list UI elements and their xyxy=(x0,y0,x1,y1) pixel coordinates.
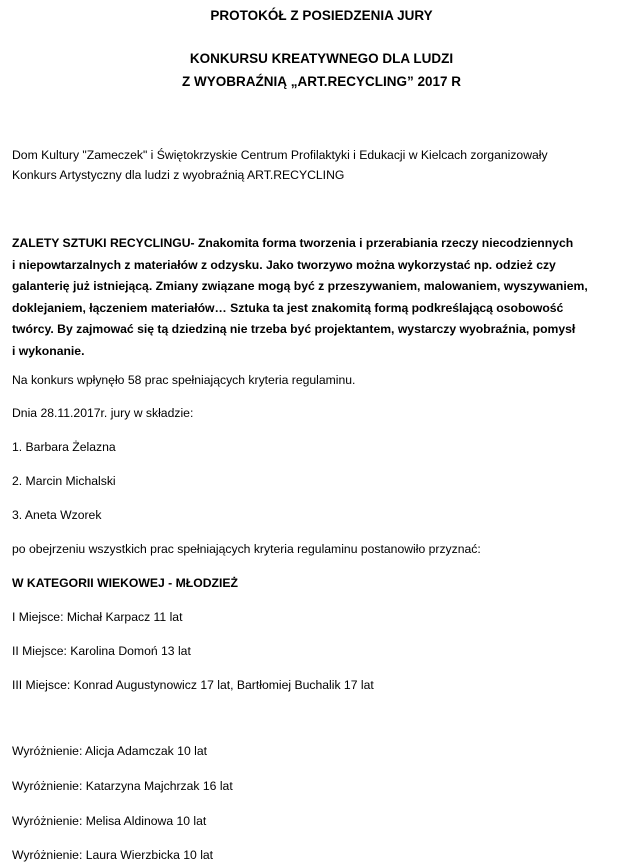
place-award: II Miejsce: Karolina Domoń 13 lat xyxy=(12,644,191,658)
intro-line-2: Konkurs Artystyczny dla ludzi z wyobraźnią ART.RECYCLING xyxy=(12,168,345,182)
place-award: I Miejsce: Michał Karpacz 11 lat xyxy=(12,610,183,624)
document-title: PROTOKÓŁ Z POSIEDZENIA JURY xyxy=(210,8,433,23)
distinction-award: Wyróżnienie: Katarzyna Majchrzak 16 lat xyxy=(12,779,233,793)
jury-member: 2. Marcin Michalski xyxy=(12,474,116,488)
distinction-award: Wyróżnienie: Melisa Aldinowa 10 lat xyxy=(12,814,207,828)
benefits-line: ZALETY SZTUKI RECYCLINGU- Znakomita forma tworzenia i przerabiania rzeczy niecodziennych xyxy=(12,236,574,250)
jury-member: 3. Aneta Wzorek xyxy=(12,508,102,522)
jury-member: 1. Barbara Żelazna xyxy=(12,440,116,454)
contest-title-line1: KONKURSU KREATYWNEGO DLA LUDZI xyxy=(189,51,454,66)
jury-decision: po obejrzeniu wszystkich prac spełniających kryteria regulaminu postanowiło przyznać: xyxy=(12,542,481,556)
benefits-line: i wykonanie. xyxy=(12,343,85,358)
contest-title-line2: Z WYOBRAŹNIĄ „ART.RECYCLING” 2017 R xyxy=(181,74,462,89)
benefits-line: i niepowtarzalnych z materiałów z odzysku. Jako tworzywo można wykorzystać np. odzież czy xyxy=(12,257,556,272)
place-award: III Miejsce: Konrad Augustynowicz 17 lat, Bartłomiej Buchalik 17 lat xyxy=(12,678,374,692)
category-heading: W KATEGORII WIEKOWEJ - MŁODZIEŻ xyxy=(12,576,238,590)
recycling-benefits-paragraph xyxy=(12,233,637,362)
jury-intro: Dnia 28.11.2017r. jury w składzie: xyxy=(12,406,194,420)
distinction-award: Wyróżnienie: Laura Wierzbicka 10 lat xyxy=(12,848,214,862)
intro-line-1: Dom Kultury "Zameczek" i Świętokrzyskie Centrum Profilaktyki i Edukacji w Kielcach zorganizowały xyxy=(12,148,548,162)
benefits-line: doklejaniem, łączeniem materiałów… Sztuka ta jest znakomitą formą podkreślającą osobowość xyxy=(12,300,564,315)
distinction-award: Wyróżnienie: Alicja Adamczak 10 lat xyxy=(12,744,207,758)
benefits-line: galanterię już istniejącą. Zmiany związane mogą być z przeszywaniem, malowaniem, wyszywaniem, xyxy=(12,279,588,293)
submissions-count: Na konkurs wpłynęło 58 prac spełniających kryteria regulaminu. xyxy=(12,373,356,387)
benefits-line: twórcy. By zajmować się tą dziedziną nie trzeba być projektantem, wystarczy wyobraźnia, pomysł xyxy=(12,322,576,336)
